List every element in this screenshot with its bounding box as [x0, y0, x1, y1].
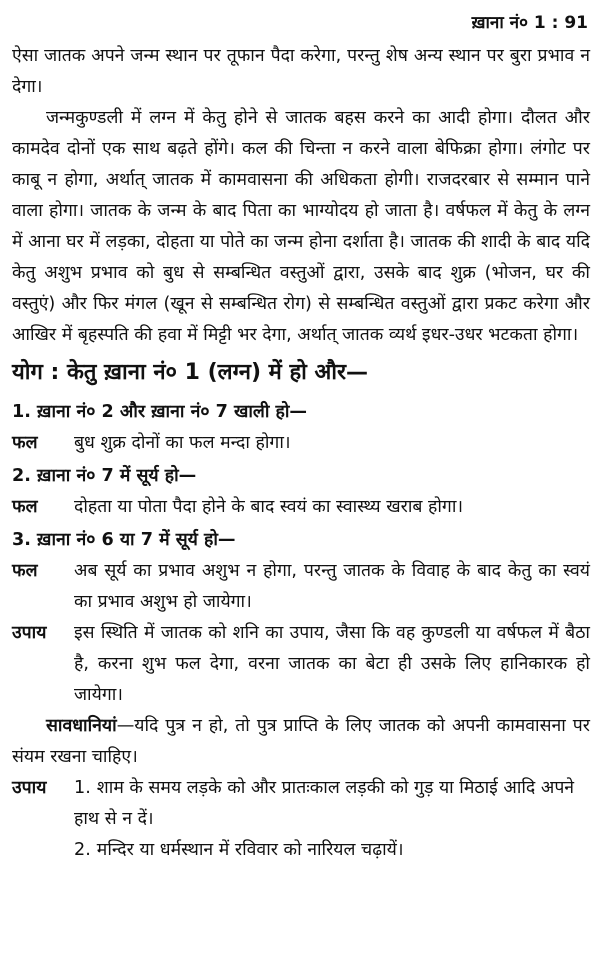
precautions-paragraph	[12, 711, 590, 773]
precautions-text: —यदि पुत्र न हो, तो पुत्र प्राप्ति के लिए जातक को अपनी कामवासना पर संयम रखना चाहिए।	[12, 716, 590, 767]
remedy-label: उपाय	[12, 623, 47, 643]
condition-2-heading: 2. ख़ाना नं० 7 में सूर्य हो—	[12, 466, 197, 486]
running-head: ख़ाना नं० 1 : 91	[471, 13, 588, 33]
condition-1-result	[12, 428, 590, 459]
remedy-text: इस स्थिति में जातक को शनि का उपाय, जैसा कि वह कुण्डली या वर्षफल में बैठा है, करना शुभ फल देगा, वरना जातक का बेटा ही उसके लिए हानिकारक हो जायेगा।	[74, 623, 590, 705]
precautions-title: सावधानियां	[46, 716, 117, 736]
remedy-item-2: 2. मन्दिर या धर्मस्थान में रविवार को नारियल चढ़ायें।	[74, 840, 404, 860]
paragraph-ketu-lagna: जन्मकुण्डली में लग्न में केतु होने से जातक बहस करने का आदी होगा। दौलत और कामदेव दोनों एक साथ बढ़ते होंगे। कल की चिन्ता न करने वाला बेफिक्रा होगा। लंगोट पर काबू न होगा, अर्थात् जातक में कामवासना की अधिकता होगी। राजदरबार से सम्मान पाने वाला होगा। जातक के जन्म के बाद पिता का भाग्योदय हो जाता है। वर्षफल में केतु के लग्न में आना घर में लड़का, दोहता या पोते का जन्म होना दर्शाता है। जातक की शादी के बाद यदि केतु अशुभ प्रभाव को बुध से सम्बन्धित वस्तुओं द्वारा, उसके बाद शुक्र (भोजन, घर की वस्तुएं) और फिर मंगल (खून से सम्बन्धित रोग) से सम्बन्धित वस्तुओं द्वारा प्रकट करेगा और आखिर में बृहस्पति की हवा में मिट्टी भर देगा, अर्थात् जातक व्यर्थ इधर-उधर भटकता होगा।	[12, 108, 590, 345]
result-label: फल	[12, 497, 38, 517]
condition-2-result	[12, 492, 590, 523]
result-text: अब सूर्य का प्रभाव अशुभ न होगा, परन्तु जातक के विवाह के बाद केतु का स्वयं का प्रभाव अशुभ हो जायेगा।	[74, 561, 590, 612]
condition-3-remedy	[12, 618, 590, 711]
remedies-label: उपाय	[12, 778, 47, 798]
result-label: फल	[12, 433, 38, 453]
condition-1-heading: 1. ख़ाना नं० 2 और ख़ाना नं० 7 खाली हो—	[12, 402, 308, 422]
condition-3-result	[12, 556, 590, 618]
condition-3-heading: 3. ख़ाना नं० 6 या 7 में सूर्य हो—	[12, 530, 236, 550]
remedies-list	[12, 773, 590, 866]
result-label: फल	[12, 561, 38, 581]
result-text: बुध शुक्र दोनों का फल मन्दा होगा।	[74, 433, 291, 453]
remedy-item-1: 1. शाम के समय लड़के को और प्रातःकाल लड़की को गुड़ या मिठाई आदि अपने हाथ से न दें।	[74, 778, 575, 829]
yog-heading: योग : केतु ख़ाना नं० 1 (लग्न) में हो और—	[12, 360, 369, 385]
result-text: दोहता या पोता पैदा होने के बाद स्वयं का स्वास्थ्य खराब होगा।	[74, 497, 464, 517]
paragraph-intro: ऐसा जातक अपने जन्म स्थान पर तूफान पैदा करेगा, परन्तु शेष अन्य स्थान पर बुरा प्रभाव न देगा।	[12, 46, 590, 97]
